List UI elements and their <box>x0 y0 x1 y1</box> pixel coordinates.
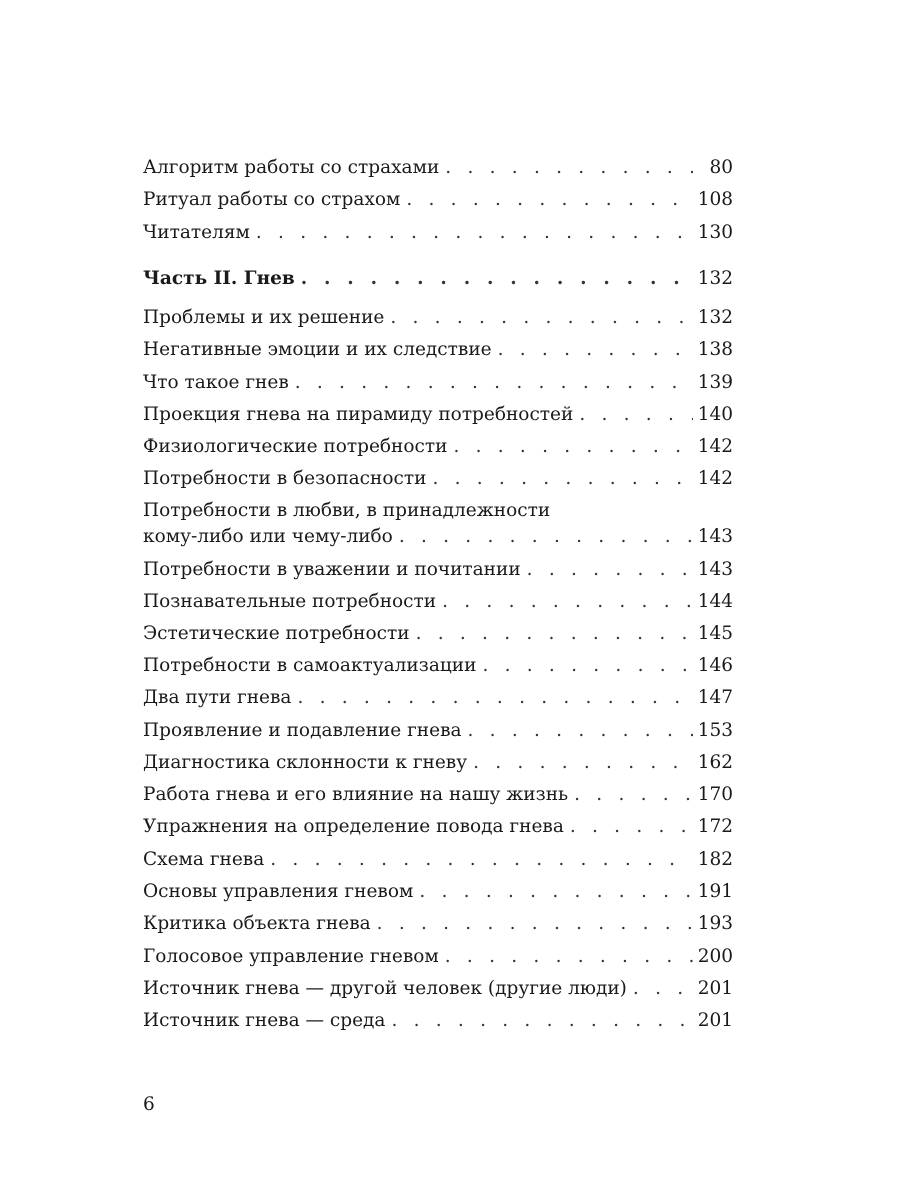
toc-entry <box>143 404 733 426</box>
toc-entry-page: 138 <box>697 339 733 360</box>
toc-entry <box>143 372 733 394</box>
toc-entry-title: Проблемы и их решение <box>143 307 385 328</box>
toc-entry <box>143 720 733 742</box>
dot-leader <box>426 468 693 490</box>
dot-leader <box>413 881 693 903</box>
dot-leader <box>264 849 693 871</box>
table-of-contents <box>143 0 733 1100</box>
toc-entry-page: 132 <box>697 268 733 289</box>
toc-entry-page: 143 <box>697 526 733 547</box>
toc-entry <box>143 752 733 774</box>
dot-leader <box>384 307 693 329</box>
toc-entry-page: 193 <box>697 913 733 934</box>
toc-entry-title: Работа гнева и его влияние на нашу жизнь <box>143 784 569 805</box>
dot-leader <box>289 372 693 394</box>
toc-entry-title: Диагностика склонности к гневу <box>143 752 468 773</box>
dot-leader <box>462 720 693 742</box>
toc-entry <box>143 436 733 458</box>
dot-leader <box>467 752 693 774</box>
toc-entry <box>143 655 733 677</box>
toc-entry-page: 145 <box>697 623 733 644</box>
toc-entry-title: Основы управления гневом <box>143 881 414 902</box>
toc-entry-page: 201 <box>697 978 733 999</box>
toc-entry-page: 142 <box>697 468 733 489</box>
toc-entry-title: Проявление и подавление гнева <box>143 720 462 741</box>
toc-entry-page: 142 <box>697 436 733 457</box>
toc-entry-title: Познавательные потребности <box>143 591 437 612</box>
toc-entry-page: 170 <box>697 784 733 805</box>
toc-entry-page: 80 <box>709 157 733 178</box>
dot-leader <box>573 404 693 426</box>
toc-entry-title: Критика объекта гнева <box>143 913 371 934</box>
toc-entry <box>143 468 733 490</box>
toc-entry <box>143 307 733 329</box>
toc-entry <box>143 559 733 581</box>
toc-entry-page: 200 <box>697 946 733 967</box>
toc-entry-page: 144 <box>697 591 733 612</box>
dot-leader <box>291 687 693 709</box>
toc-entry-title: Голосовое управление гневом <box>143 946 439 967</box>
dot-leader <box>492 339 693 361</box>
dot-leader <box>295 268 693 290</box>
toc-entry-title: Физиологические потребности <box>143 436 448 457</box>
dot-leader <box>439 946 693 968</box>
toc-entry <box>143 978 733 1000</box>
toc-entry-page: 172 <box>697 816 733 837</box>
dot-leader <box>564 816 693 838</box>
dot-leader <box>393 526 693 548</box>
toc-entry-title: Потребности в самоактуализации <box>143 655 477 676</box>
toc-entry-title: Проекция гнева на пирамиду потребностей <box>143 404 574 425</box>
dot-leader <box>371 913 693 935</box>
dot-leader <box>250 222 693 244</box>
toc-entry-page: 140 <box>697 404 733 425</box>
toc-entry-title: Эстетические потребности <box>143 623 410 644</box>
page-number: 6 <box>143 1094 155 1115</box>
toc-entry-title: Источник гнева — среда <box>143 1010 386 1031</box>
toc-entry <box>143 1010 733 1032</box>
dot-leader <box>439 157 693 179</box>
dot-leader <box>447 436 693 458</box>
toc-entry <box>143 881 733 903</box>
dot-leader <box>436 591 693 613</box>
toc-entry <box>143 222 733 244</box>
toc-entry <box>143 913 733 935</box>
toc-entry-title: Потребности в уважении и почитании <box>143 559 521 580</box>
toc-entry <box>143 339 733 361</box>
toc-entry-page: 130 <box>697 222 733 243</box>
dot-leader <box>521 559 693 581</box>
toc-entry-title: Упражнения на определение повода гнева <box>143 816 564 837</box>
toc-entry-title-line2: кому-либо или чему-либо <box>143 526 393 547</box>
toc-entry <box>143 189 733 211</box>
toc-entry-title: Ритуал работы со страхом <box>143 189 401 210</box>
dot-leader <box>400 189 693 211</box>
toc-entry-page: 139 <box>697 372 733 393</box>
toc-entry-title: Схема гнева <box>143 849 265 870</box>
toc-entry <box>143 623 733 645</box>
dot-leader <box>410 623 693 645</box>
toc-entry-page: 182 <box>697 849 733 870</box>
toc-entry-title: Источник гнева — другой человек (другие люди) <box>143 978 627 999</box>
toc-entry-title: Читателям <box>143 222 250 243</box>
toc-entry-title: Часть II. Гнев <box>143 268 295 289</box>
toc-entry-title-line1: Потребности в любви, в принадлежности <box>143 500 551 521</box>
toc-part-heading <box>143 268 733 290</box>
toc-entry <box>143 849 733 871</box>
toc-entry-page: 146 <box>697 655 733 676</box>
toc-entry-page: 201 <box>697 1010 733 1031</box>
toc-entry-title: Два пути гнева <box>143 687 292 708</box>
toc-entry-page: 108 <box>697 189 733 210</box>
toc-entry-title: Потребности в безопасности <box>143 468 427 489</box>
toc-entry-title: Алгоритм работы со страхами <box>143 157 440 178</box>
toc-entry-page: 191 <box>697 881 733 902</box>
toc-entry-multiline <box>143 500 733 548</box>
dot-leader <box>568 784 693 806</box>
dot-leader <box>476 655 693 677</box>
toc-entry <box>143 591 733 613</box>
toc-entry <box>143 784 733 806</box>
toc-entry-page: 153 <box>697 720 733 741</box>
toc-entry <box>143 687 733 709</box>
toc-entry-page: 162 <box>697 752 733 773</box>
dot-leader <box>627 978 693 1000</box>
toc-entry-page: 132 <box>697 307 733 328</box>
toc-entry-page: 147 <box>697 687 733 708</box>
toc-entry <box>143 946 733 968</box>
toc-entry-page: 143 <box>697 559 733 580</box>
toc-entry <box>143 157 733 179</box>
toc-entry <box>143 816 733 838</box>
dot-leader <box>385 1010 693 1032</box>
toc-entry-title: Что такое гнев <box>143 372 289 393</box>
toc-entry-title: Негативные эмоции и их следствие <box>143 339 492 360</box>
